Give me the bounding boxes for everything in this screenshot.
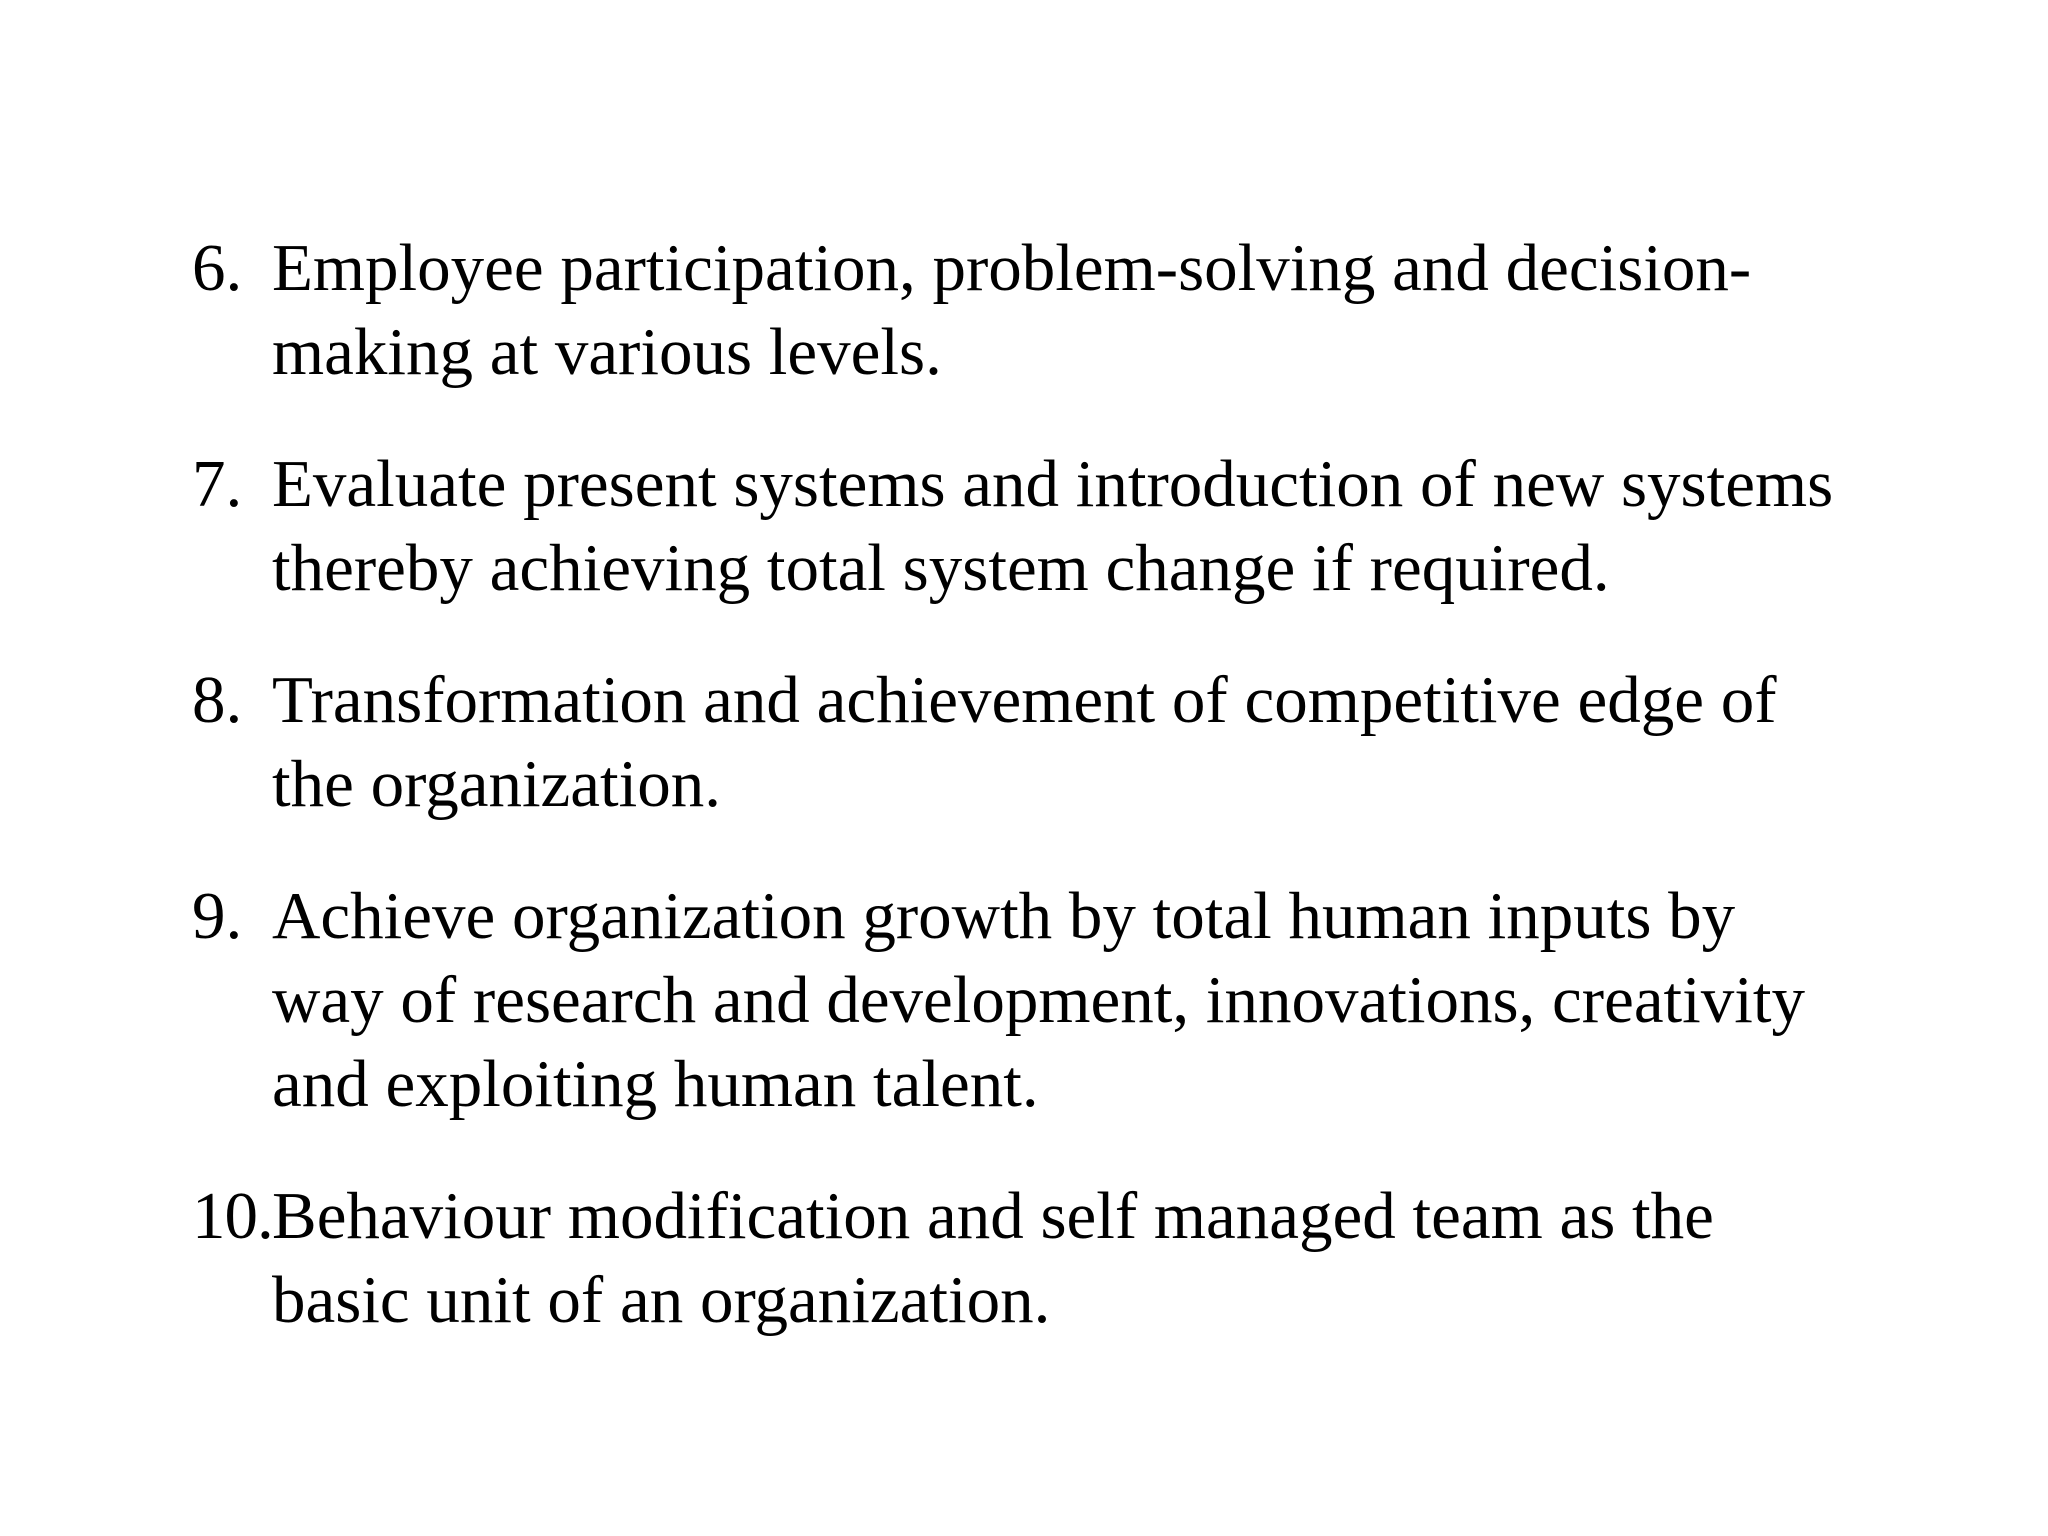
list-item-number: 9. — [192, 879, 243, 953]
list-item-number: 6. — [192, 231, 243, 305]
list-item — [192, 658, 1912, 826]
list-item — [192, 442, 1912, 610]
list-item — [192, 874, 1912, 1126]
list-item-text: Achieve organization growth by total human inputs by way of research and development, innovations, creativity and exploiting human talent. — [272, 879, 1806, 1121]
list-item — [192, 1174, 1912, 1342]
list-item-number: 10. — [192, 1179, 273, 1253]
list-item-number: 7. — [192, 447, 243, 521]
list-item-text: Employee participation, problem-solving and decision- making at various levels. — [272, 231, 1752, 389]
list-item — [192, 226, 1912, 394]
list-item-text: Transformation and achievement of competitive edge of the organization. — [272, 663, 1777, 821]
list-item-text: Evaluate present systems and introduction of new systems thereby achieving total system change if required. — [272, 447, 1834, 605]
list-item-number: 8. — [192, 663, 243, 737]
list-item-text: Behaviour modification and self managed team as the basic unit of an organization. — [272, 1179, 1714, 1337]
